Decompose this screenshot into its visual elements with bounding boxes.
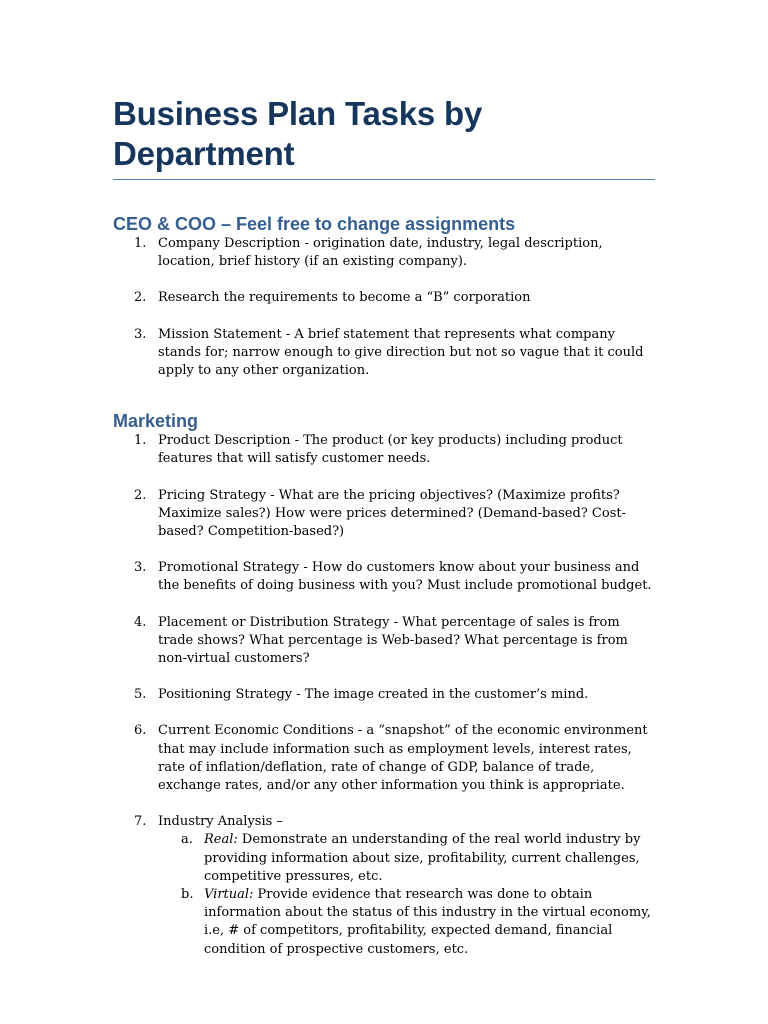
item-number: 7. <box>134 814 147 830</box>
sub-list-item <box>158 886 655 959</box>
item-number: 3. <box>134 326 147 342</box>
ceo-coo-task-list <box>113 235 655 380</box>
item-number: 2. <box>134 290 147 306</box>
document-title: Business Plan Tasks by Department <box>113 94 655 180</box>
sub-item-letter: b. <box>181 887 194 903</box>
list-item <box>113 614 655 669</box>
sub-item-text: Provide evidence that research was done to obtain information about the status of this industry in the virtual economy, i.e, # of competitors, profitability, expected demand, financial condition of prospective customers, etc. <box>204 887 651 957</box>
sub-list-item <box>158 831 655 886</box>
item-text: Pricing Strategy - What are the pricing objectives? (Maximize profits? Maximize sales?) How were prices determined? (Demand-based? Cost-based? Competition-based?) <box>158 487 626 540</box>
item-text: Company Description - origination date, industry, legal description, location, brief history (if an existing company). <box>158 236 603 270</box>
item-number: 2. <box>134 487 147 503</box>
item-text: Placement or Distribution Strategy - What percentage of sales is from trade shows? What percentage is Web-based? What percentage is from non-virtual customers? <box>158 614 628 667</box>
list-item <box>113 289 655 307</box>
sub-item-letter: a. <box>181 832 193 848</box>
item-number: 6. <box>134 723 147 739</box>
list-item <box>113 487 655 542</box>
sub-item-label: Real: <box>204 832 238 848</box>
list-item <box>113 326 655 381</box>
list-item <box>113 235 655 271</box>
industry-analysis-sublist <box>158 831 655 958</box>
document-page <box>113 94 655 959</box>
item-text: Research the requirements to become a “B” corporation <box>158 290 531 306</box>
item-text: Promotional Strategy - How do customers know about your business and the benefits of doing business with you? Must include promotional budget. <box>158 560 652 594</box>
sub-item-text: Demonstrate an understanding of the real world industry by providing information about size, profitability, current challenges, competitive pressures, etc. <box>204 832 641 884</box>
item-number: 3. <box>134 560 147 576</box>
list-item <box>113 813 655 959</box>
item-number: 1. <box>134 236 147 251</box>
item-text: Industry Analysis – <box>158 814 283 830</box>
item-number: 5. <box>134 687 147 703</box>
item-number: 4. <box>134 614 147 630</box>
list-item <box>113 686 655 704</box>
list-item <box>113 432 655 468</box>
item-number: 1. <box>134 433 147 449</box>
list-item <box>113 559 655 595</box>
list-item <box>113 722 655 795</box>
item-text: Positioning Strategy - The image created in the customer’s mind. <box>158 687 589 703</box>
section-heading-marketing: Marketing <box>113 411 199 432</box>
marketing-task-list <box>113 432 655 959</box>
sub-item-label: Virtual: <box>204 887 254 903</box>
item-text: Product Description - The product (or key products) including product features that will satisfy customer needs. <box>158 433 623 467</box>
item-text: Mission Statement - A brief statement that represents what company stands for; narrow enough to give direction but not so vague that it could apply to any other organization. <box>158 326 644 379</box>
section-heading-ceo-coo: CEO & COO – Feel free to change assignments <box>113 214 516 234</box>
item-text: Current Economic Conditions - a “snapshot” of the economic environment that may include information such as employment levels, interest rates, rate of inflation/deflation, rate of change of GDP, balance of trade, exchange rates, and/or any other information you think is appropriate. <box>158 723 648 794</box>
